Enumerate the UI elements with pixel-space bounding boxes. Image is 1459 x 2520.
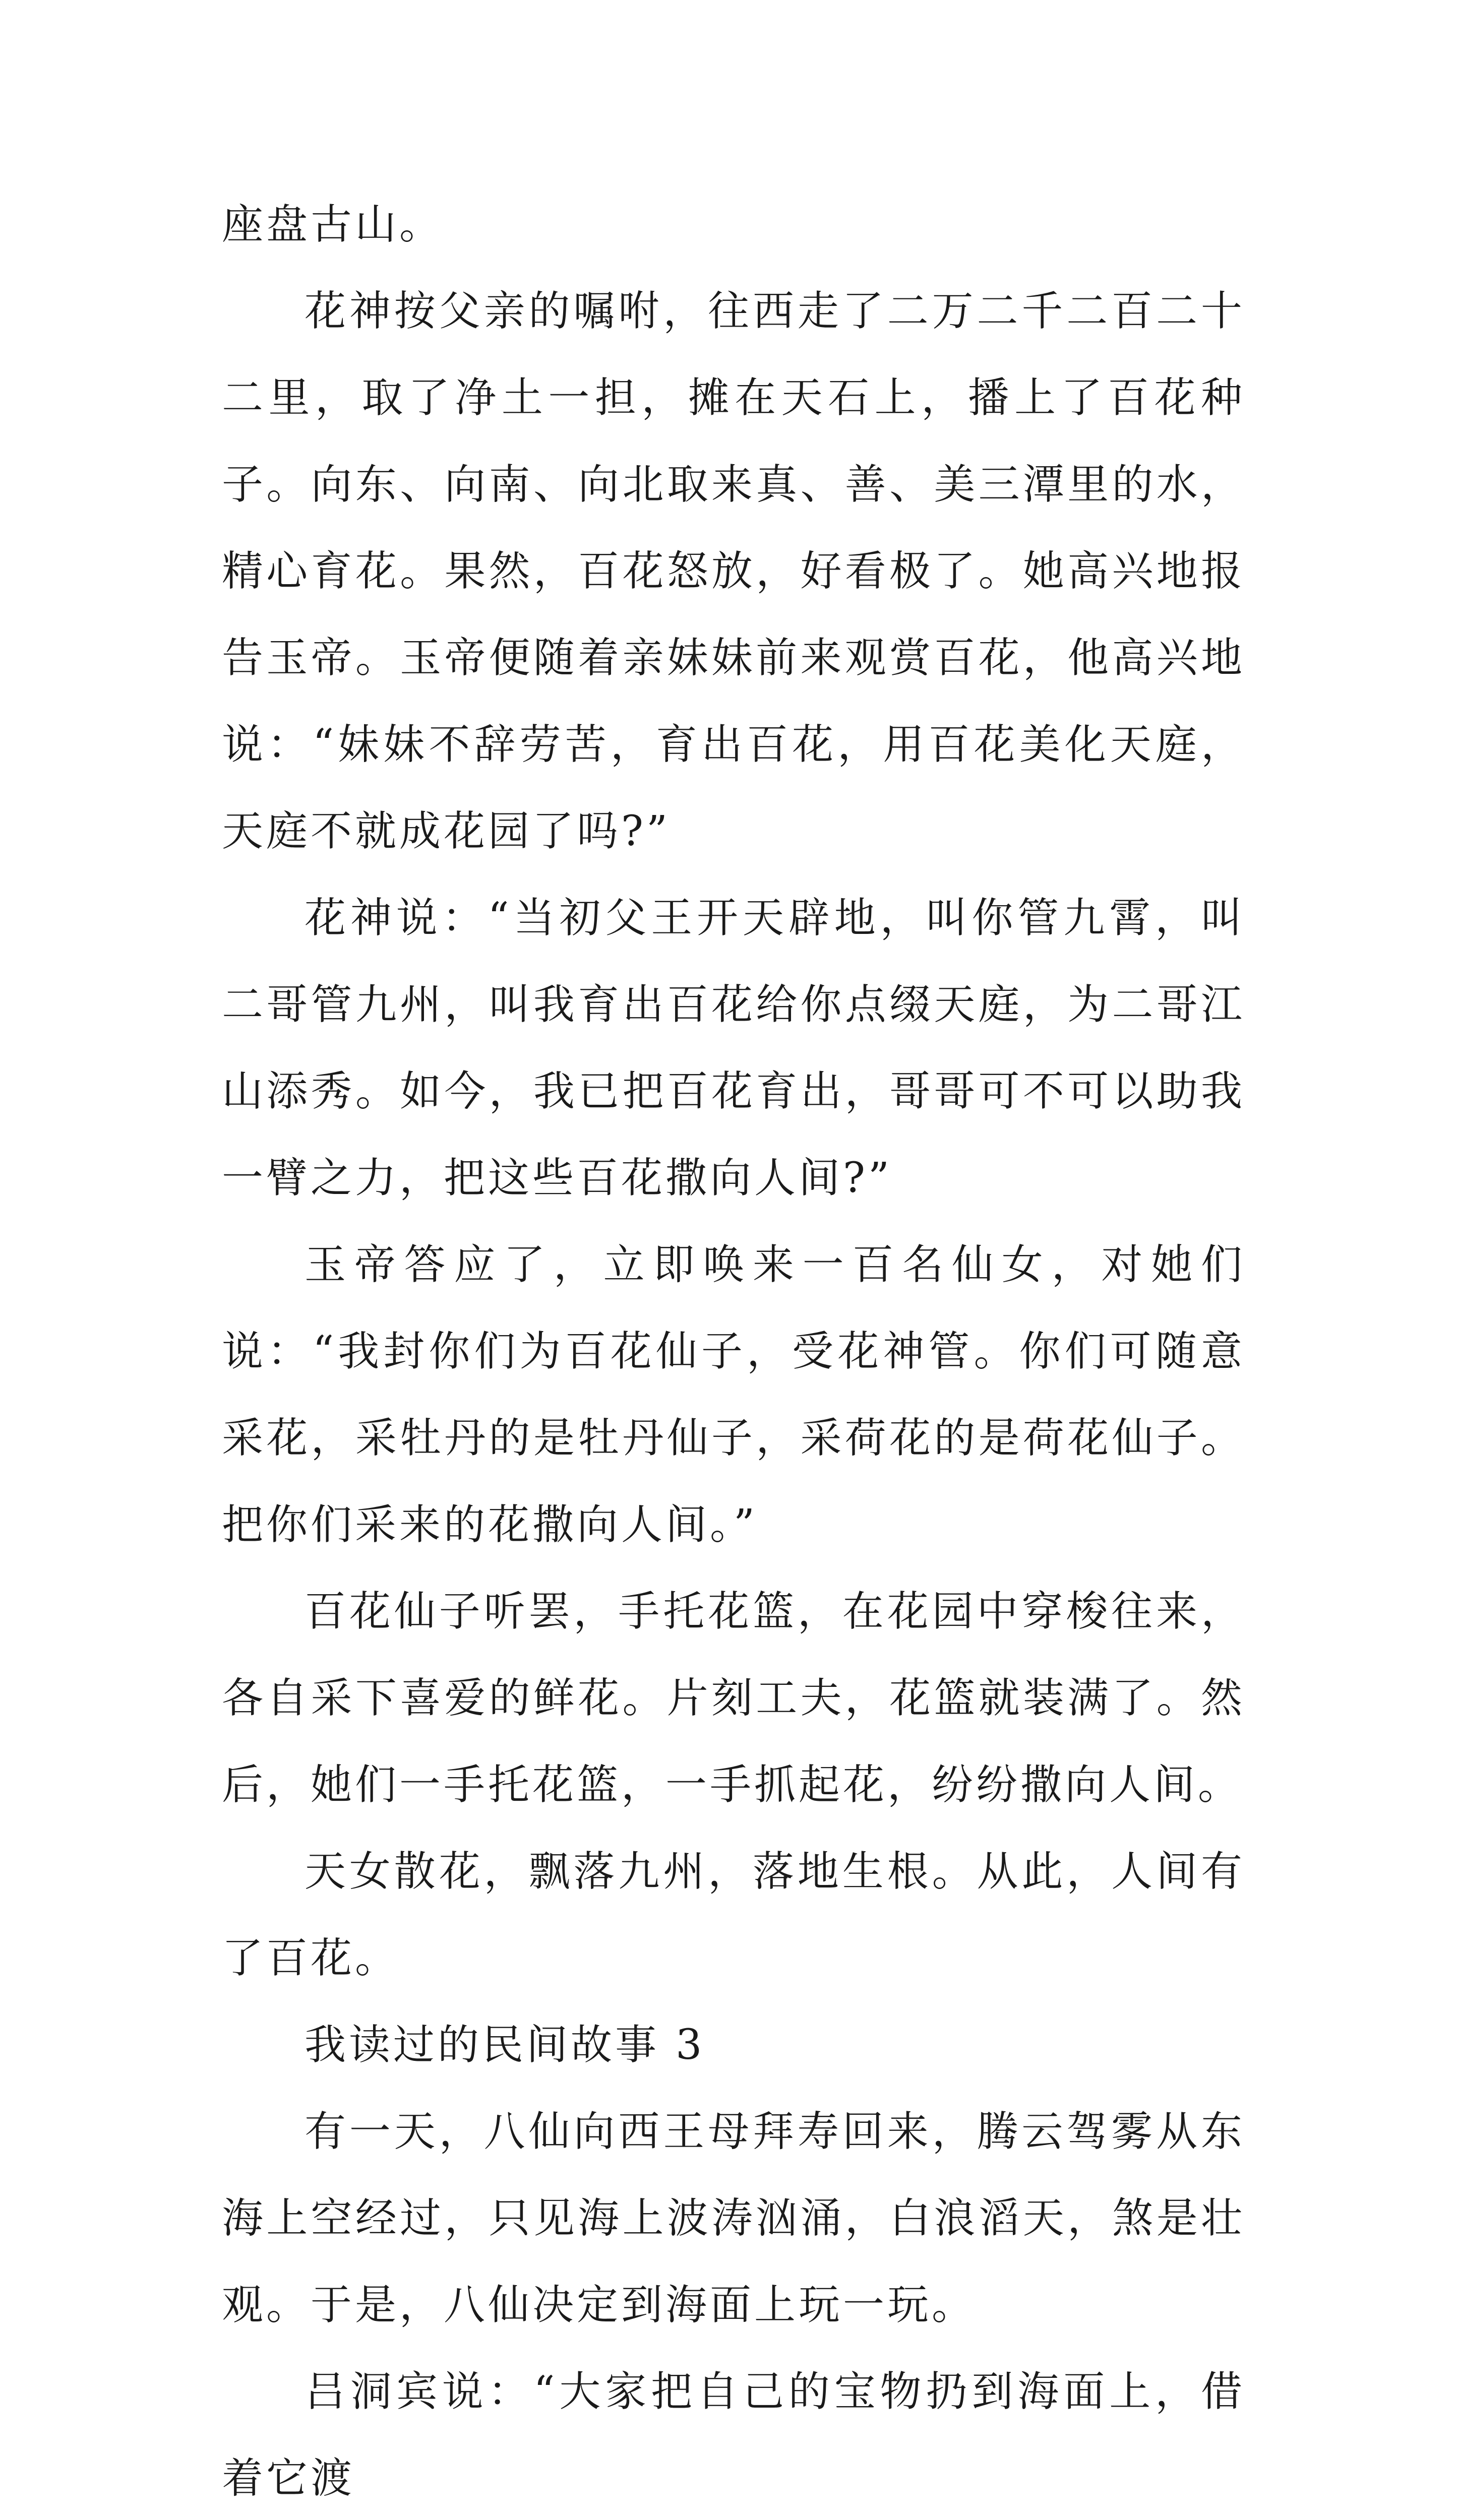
paragraph-3: 花神说：“当初父王开天辟地，叫你管九霄，叫二哥管九州，叫我育出百花给你点缀天庭，为二哥江山添秀。如今，我已把百花育出，哥哥可不可以助我一臂之力，把这些百花撒向人间?” [222, 894, 1245, 1202]
paragraph-4: 玉帝答应了，立即唤来一百名仙女，对她们说：“我封你们为百花仙子，受花神管。你们可随意采花，采牡丹的是牡丹仙子，采荷花的是荷花仙子。把你们采来的花撒向人间。” [222, 1241, 1245, 1549]
paragraph-7: 有一天，八仙向西王母拜寿回来，腾云驾雾从东海上空经过，只见海上波涛汹涌，白浪滔天，煞是壮观。于是，八仙决定到海面上玩一玩。 [222, 2108, 1245, 2329]
section-heading: 我读过的民间故事 3 [305, 2021, 705, 2069]
paragraph-2: 花神按父亲的嘱咐，往西走了二万二千二百二十二里，取了净土一担，摊在天石上，播上了百花种子。向东、向南、向北取来真、善、美三潭里的水，精心育花。果然，百花怒放，好看极了。她高兴地报告玉帝。玉帝便随着亲妹妹前来观赏百花，他高兴地说：“妹妹不辞劳苦，育出百花，用百花美化天庭，天庭不就成花园了吗?” [222, 287, 1245, 855]
paragraph-5: 百花仙子听罢，手托花篮，在花园中穿梭往来，各自采下喜爱的鲜花。片刻工夫，花篮就装满了。然后，她们一手托花篮，一手抓起花，纷纷撒向人间。 [222, 1588, 1245, 1809]
paragraph-6: 天女散花，飘落九州，落地生根。从此，人间有了百花。 [222, 1848, 1245, 1982]
document-body [222, 181, 1245, 2520]
paragraph-8: 吕洞宾说：“大家把自己的宝物扔到海面上，借着它渡 [222, 2368, 1245, 2502]
paragraph-1: 座盘古山。 [222, 201, 444, 248]
